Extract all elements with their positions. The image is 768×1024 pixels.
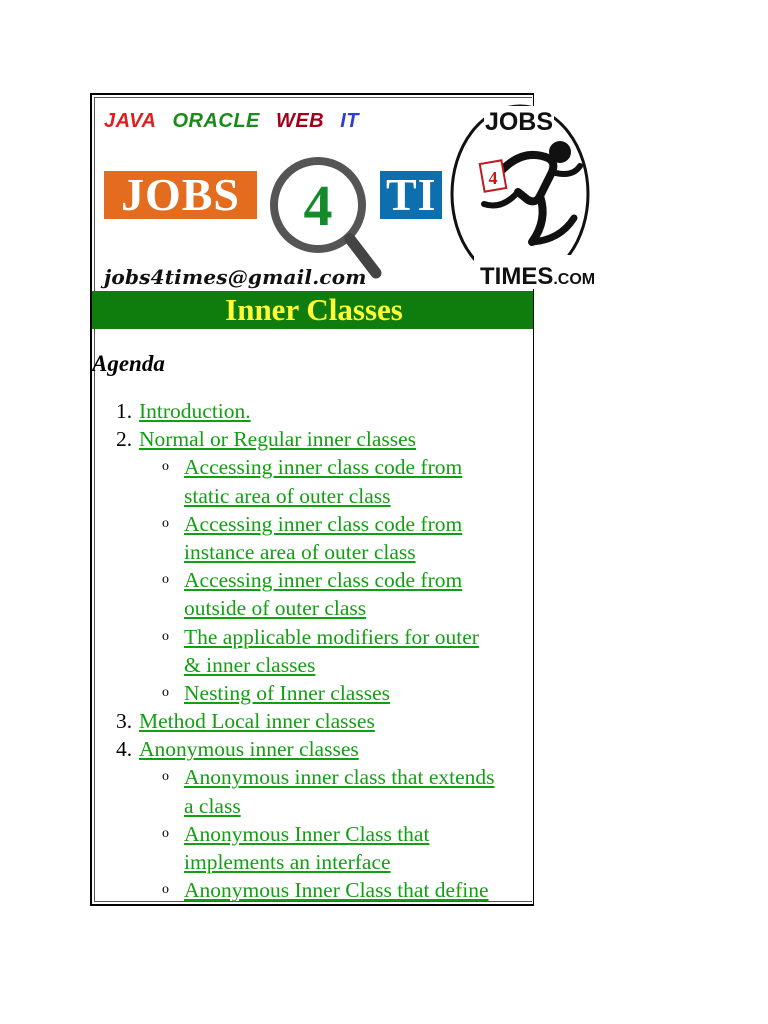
contact-email: jobs4times@gmail.com <box>104 265 367 289</box>
bullet-icon: o <box>162 459 169 475</box>
link-outside-outer-cont[interactable]: outside of outer class <box>184 596 367 621</box>
link-instance-area[interactable]: Accessing inner class code from <box>184 511 463 536</box>
logo-top-text: JOBS <box>484 108 554 136</box>
list-item <box>92 707 532 735</box>
link-anon-implements[interactable]: Anonymous Inner Class that <box>184 821 430 846</box>
bullet-icon: o <box>162 684 169 700</box>
link-applicable-modifiers[interactable]: The applicable modifiers for outer <box>184 624 479 649</box>
sub-list-item <box>92 623 532 651</box>
link-nesting[interactable]: Nesting of Inner classes <box>184 680 390 705</box>
item-number: 1. <box>116 399 133 423</box>
sub-list-item-cont <box>92 848 532 876</box>
sub-list-item <box>92 763 532 791</box>
link-introduction[interactable]: Introduction. <box>139 399 251 423</box>
agenda-list <box>92 397 532 904</box>
logo-bottom-text: TIMES <box>480 263 554 290</box>
link-anon-define[interactable]: Anonymous Inner Class that define <box>184 878 489 903</box>
link-static-area[interactable]: Accessing inner class code from <box>184 455 463 480</box>
logo-badge-digit: 4 <box>488 168 498 188</box>
tag-web: WEB <box>275 110 325 132</box>
tag-java: JAVA <box>104 110 157 132</box>
jobs4times-logo <box>448 100 608 292</box>
list-item <box>92 425 532 453</box>
item-number: 4. <box>116 737 133 762</box>
tag-oracle: ORACLE <box>172 110 260 132</box>
sub-list-item-cont <box>92 651 532 679</box>
bullet-icon: o <box>162 882 169 898</box>
bullet-icon: o <box>162 825 169 841</box>
sub-list-item <box>92 876 532 904</box>
times-box: TI <box>380 171 442 219</box>
sub-list-item <box>92 679 532 707</box>
link-instance-area-cont[interactable]: instance area of outer class <box>184 539 416 564</box>
link-anonymous[interactable]: Anonymous inner classes <box>139 737 359 762</box>
page-title: Inner Classes <box>92 291 534 329</box>
link-method-local[interactable]: Method Local inner classes <box>139 709 375 734</box>
agenda-heading: Agenda <box>92 351 165 376</box>
link-outside-outer[interactable]: Accessing inner class code from <box>184 568 463 593</box>
sub-list-item-cont <box>92 482 532 510</box>
jobs-box: JOBS <box>104 171 257 219</box>
sub-list-item <box>92 453 532 481</box>
bullet-icon: o <box>162 628 169 644</box>
sub-list-item <box>92 510 532 538</box>
list-item <box>92 735 532 763</box>
link-anon-implements-cont[interactable]: implements an interface <box>184 850 391 874</box>
magnifier-digit: 4 <box>303 173 333 238</box>
link-normal-inner-classes[interactable]: Normal or Regular inner classes <box>139 427 417 452</box>
link-anon-extends[interactable]: Anonymous inner class that extends <box>184 765 495 790</box>
item-number: 3. <box>116 709 133 734</box>
sub-list-item-cont <box>92 594 532 622</box>
logo-suffix: .COM <box>553 271 596 288</box>
item-number: 2. <box>116 427 133 452</box>
link-anon-extends-cont[interactable]: a class <box>184 793 241 818</box>
bullet-icon: o <box>162 515 169 531</box>
sub-list-item-cont <box>92 792 532 820</box>
list-item <box>92 397 532 425</box>
sub-list-item <box>92 566 532 594</box>
banner-tags <box>104 110 369 133</box>
bullet-icon: o <box>162 572 169 588</box>
tag-it: IT <box>340 110 359 132</box>
sub-list-item <box>92 820 532 848</box>
link-applicable-modifiers-cont[interactable]: & inner classes <box>184 652 316 677</box>
bullet-icon: o <box>162 769 169 785</box>
link-static-area-cont[interactable]: static area of outer class <box>184 483 391 508</box>
sub-list-item-cont <box>92 538 532 566</box>
